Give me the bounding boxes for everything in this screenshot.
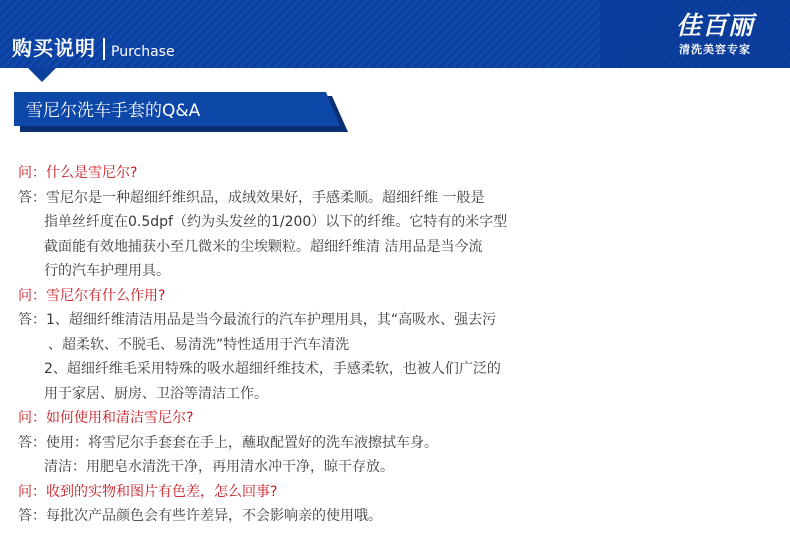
qa-title: 雪尼尔洗车手套的Q&A	[26, 101, 201, 121]
header-banner	[0, 0, 790, 68]
question-2: 问：雪尼尔有什么作用?	[18, 287, 166, 304]
answer-1-line-2: 指单丝纤度在0.5dpf（约为头发丝的1/200）以下的纤维。它特有的米字型	[44, 214, 508, 230]
question-1: 问：什么是雪尼尔?	[18, 165, 138, 181]
answer-1-line-4: 行的汽车护理用具。	[44, 263, 170, 279]
answer-3-line-2: 清洁：用肥皂水清洗干净，再用清水冲干净，晾干存放。	[44, 459, 394, 475]
answer-2-line-4: 用于家居、厨房、卫浴等清洁工作。	[44, 385, 268, 402]
answer-1-line-3: 截面能有效地捕获小至几微米的尘埃颗粒。超细纤维清 洁用品是当今流	[44, 238, 483, 255]
banner-pointer	[28, 68, 56, 82]
answer-1-line-1: 答：雪尼尔是一种超细纤维织品，成绒效果好，手感柔顺。超细纤维 一般是	[18, 189, 485, 206]
answer-2-line-3: 2、超细纤维毛采用特殊的吸水超细纤维技术，手感柔软，也被人们广泛的	[44, 361, 501, 377]
brand-tagline: 清洗美容专家	[679, 43, 751, 56]
answer-3-line-1: 答：使用：将雪尼尔手套套在手上，蘸取配置好的洗车液擦拭车身。	[18, 434, 438, 451]
answer-2-line-1: 答：1、超细纤维清洁用品是当今最流行的汽车护理用具，其“高吸水、强去污	[18, 312, 497, 328]
answer-2-line-2: 、超柔软、不脱毛、易清洗”特性适用于汽车清洗	[48, 336, 350, 353]
answer-4-line-1: 答：每批次产品颜色会有些许差异，不会影响亲的使用哦。	[18, 508, 382, 524]
question-4: 问：收到的实物和图片有色差，怎么回事?	[18, 483, 278, 500]
section-divider	[103, 38, 105, 60]
brand-logo-name: 佳百丽	[675, 11, 754, 40]
section-title: 购买说明	[12, 36, 96, 60]
qa-content	[18, 161, 618, 529]
question-3: 问：如何使用和清洁雪尼尔?	[18, 410, 194, 426]
section-subtitle: Purchase	[111, 44, 175, 60]
qa-title-ribbon	[14, 92, 348, 132]
